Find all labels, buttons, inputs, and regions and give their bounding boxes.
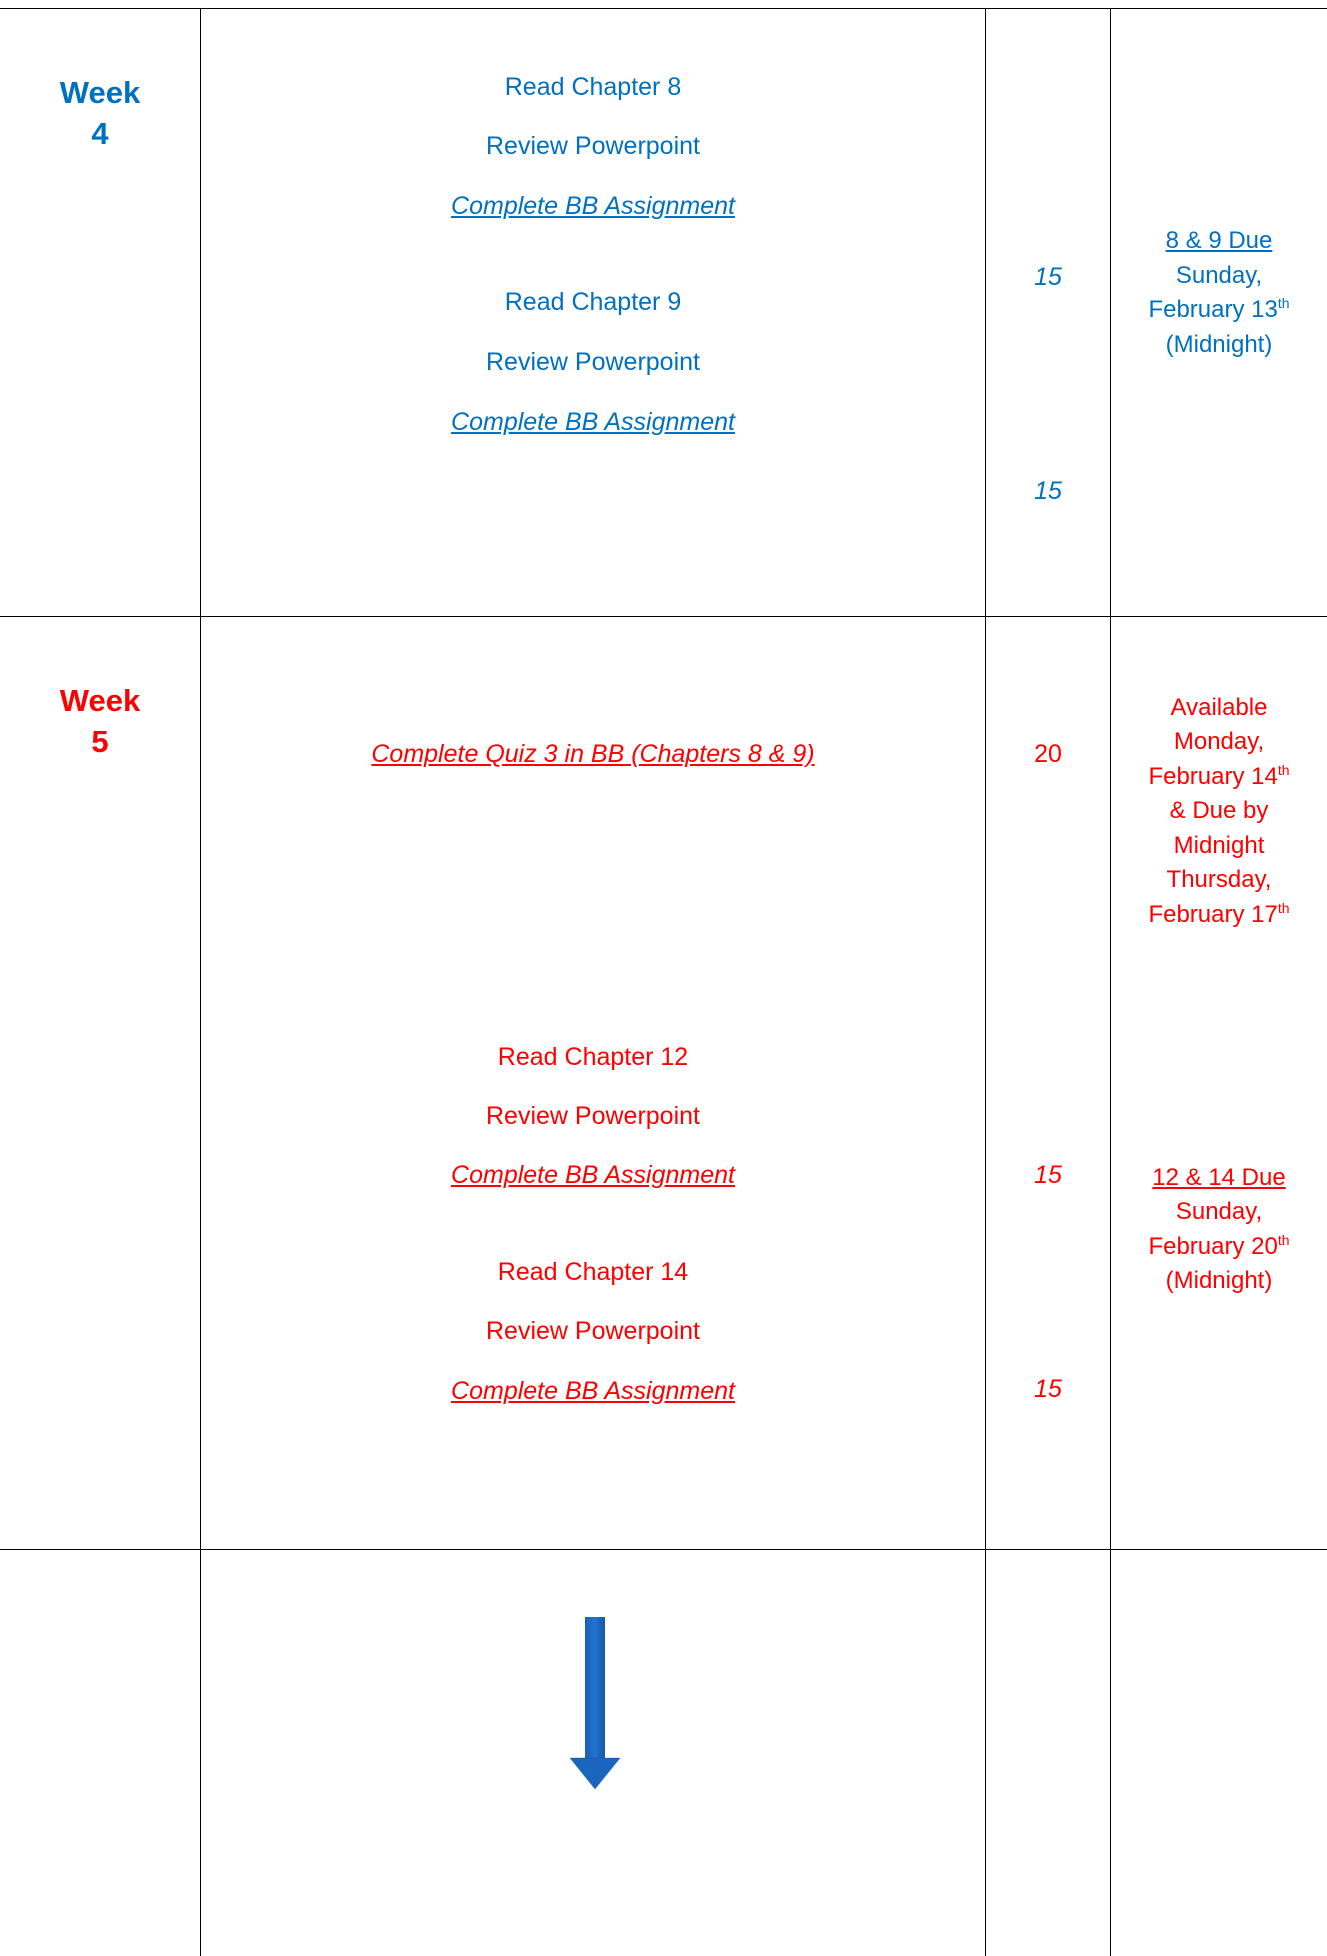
week-5-tasks	[201, 617, 985, 1549]
due-day: Sunday,	[1175, 1198, 1263, 1225]
week-4-tasks	[201, 0, 985, 616]
task-read-chapter-8: Read Chapter 8	[504, 73, 682, 101]
due-heading-link[interactable]: 12 & 14 Due	[1152, 1164, 1286, 1191]
points-value: 15	[1034, 1375, 1062, 1403]
due-date: February 20th	[1148, 1232, 1290, 1260]
due-time: (Midnight)	[1165, 1267, 1273, 1294]
due-day: Sunday,	[1175, 262, 1263, 289]
task-read-chapter-9: Read Chapter 9	[504, 288, 682, 316]
points-value: 15	[1034, 477, 1062, 505]
quiz-points-value: 20	[1034, 740, 1062, 768]
quiz-available-day: Monday,	[1173, 728, 1265, 755]
week-5-due	[1111, 617, 1327, 1549]
down-arrow-graphic	[570, 1617, 620, 1797]
points-value: 15	[1034, 1161, 1062, 1189]
due-heading-link[interactable]: 8 & 9 Due	[1165, 227, 1273, 254]
complete-bb-assignment-link[interactable]: Complete BB Assignment	[451, 408, 735, 436]
down-arrow-icon	[570, 1617, 620, 1797]
task-review-powerpoint: Review Powerpoint	[486, 1317, 700, 1345]
week-label-text: Week	[59, 683, 141, 718]
week-number: 5	[91, 724, 109, 759]
points-value: 15	[1034, 263, 1062, 291]
task-review-powerpoint: Review Powerpoint	[486, 1102, 700, 1130]
week-4-points	[986, 0, 1110, 616]
complete-bb-assignment-link[interactable]: Complete BB Assignment	[451, 192, 735, 220]
task-review-powerpoint: Review Powerpoint	[486, 132, 700, 160]
week-number: 4	[91, 116, 109, 151]
quiz-due-by: & Due by	[1169, 797, 1269, 824]
task-review-powerpoint: Review Powerpoint	[486, 348, 700, 376]
due-date: February 13th	[1148, 295, 1290, 323]
quiz-available-date: February 14th	[1148, 762, 1290, 790]
complete-quiz-link[interactable]: Complete Quiz 3 in BB (Chapters 8 & 9)	[371, 740, 815, 768]
quiz-due-time: Midnight	[1173, 832, 1265, 859]
task-read-chapter-14: Read Chapter 14	[497, 1258, 689, 1286]
quiz-availability: Available	[1170, 694, 1268, 721]
week-5-points	[986, 617, 1110, 1549]
week-5-label	[0, 680, 200, 762]
week-label-text: Week	[59, 75, 141, 110]
complete-bb-assignment-link[interactable]: Complete BB Assignment	[451, 1377, 735, 1405]
week-4-due	[1111, 0, 1327, 616]
task-read-chapter-12: Read Chapter 12	[497, 1043, 689, 1071]
complete-bb-assignment-link[interactable]: Complete BB Assignment	[451, 1161, 735, 1189]
quiz-due-day: Thursday,	[1166, 866, 1272, 893]
week-4-label	[0, 72, 200, 154]
due-time: (Midnight)	[1165, 331, 1273, 358]
quiz-due-date: February 17th	[1148, 900, 1290, 928]
